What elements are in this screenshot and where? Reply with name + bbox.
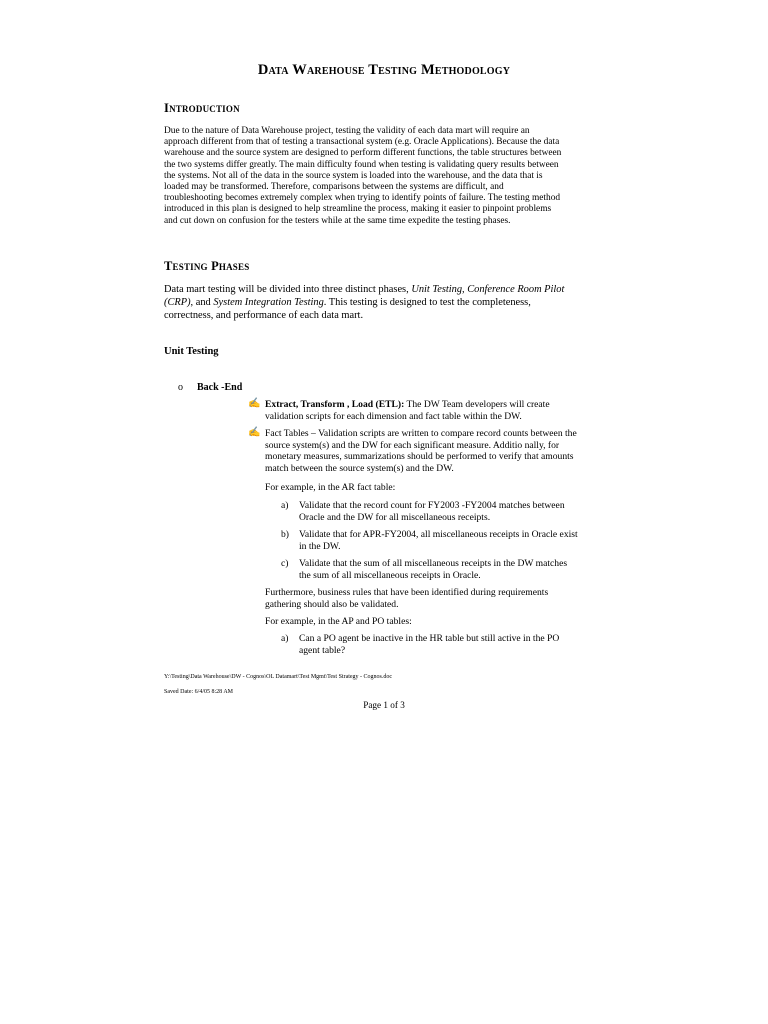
list-item-line: agent table? bbox=[299, 644, 346, 656]
list-item-line: in the DW. bbox=[299, 540, 341, 552]
list-item-line: the sum of all miscellaneous receipts in Oracle. bbox=[299, 569, 481, 581]
writing-hand-icon: ✍ bbox=[248, 398, 261, 409]
fact-line: match between the source system(s) and the DW. bbox=[265, 463, 454, 475]
phases-italic-text: (CRP) bbox=[164, 297, 191, 309]
etl-text: The DW Team developers will create bbox=[404, 399, 550, 410]
page-number: Page 1 of 3 bbox=[363, 700, 405, 710]
intro-line: the systems. Not all of the data in the source system is loaded into the warehouse, and the data that is bbox=[164, 170, 543, 181]
intro-line: and cut down on confusion for the testers while at the same time expedite the testing phases. bbox=[164, 215, 511, 226]
list-item-line: Oracle and the DW for all miscellaneous receipts. bbox=[299, 511, 491, 523]
list-item-text bbox=[299, 633, 609, 656]
document-title: Data Warehouse Testing Methodology bbox=[257, 62, 511, 78]
writing-hand-icon: ✍ bbox=[248, 427, 261, 438]
intro-line: the two systems differ greatly. The main difficulty found when testing is validating query results between bbox=[164, 159, 559, 170]
etl-item bbox=[265, 399, 610, 422]
intro-line: troubleshooting becomes extremely complex when trying to identify points of failure. The testing method bbox=[164, 193, 561, 204]
testing-phases-paragraph bbox=[164, 283, 594, 322]
phases-line-2 bbox=[164, 296, 594, 309]
etl-line-2: validation scripts for each dimension and fact table within the DW. bbox=[265, 410, 522, 422]
phases-italic-text: Unit Testing, Conference Room Pilot bbox=[411, 284, 565, 295]
footer-saved-date: Saved Date: 6/4/05 8:28 AM bbox=[164, 689, 233, 695]
phases-text: Data mart testing will be divided into three distinct phases, bbox=[164, 284, 412, 295]
fact-line: monetary measures, summarizations should be performed to verify that amounts bbox=[265, 451, 574, 463]
list-item-text bbox=[299, 558, 609, 581]
etl-label: Extract, Transform , Load (ETL): bbox=[265, 399, 405, 410]
list-item-line: Can a PO agent be inactive in the HR table but still active in the PO bbox=[299, 633, 560, 644]
testing-phases-heading: Testing Phases bbox=[164, 259, 250, 273]
footer-file-path: Y:\Testing\Data Warehouse\DW - Cognos\OL Datamart\Test Mgmt\Test Strategy - Cognos.doc bbox=[164, 674, 393, 680]
fact-line: source system(s) and the DW for each significant measure. Additio nally, for bbox=[265, 439, 560, 451]
phases-text: . This testing is designed to test the completeness, bbox=[323, 297, 531, 309]
phases-italic-text: System Integration Testing bbox=[213, 297, 324, 309]
list-marker: b) bbox=[281, 529, 289, 540]
phases-text: , and bbox=[190, 297, 214, 309]
fact-tables-item bbox=[265, 428, 610, 475]
list-marker: c) bbox=[281, 558, 289, 569]
list-marker: a) bbox=[281, 500, 289, 511]
list-item-line: Validate that the record count for FY2003 -FY2004 matches between bbox=[299, 500, 565, 511]
unit-testing-heading: Unit Testing bbox=[164, 346, 219, 357]
fact-line: Fact Tables – Validation scripts are written to compare record counts between the bbox=[265, 428, 577, 439]
phases-line-1 bbox=[164, 283, 594, 296]
circle-bullet-icon: o bbox=[178, 382, 183, 393]
intro-line: introduced in this plan is designed to help streamline the process, making it easier to pinpoint problems bbox=[164, 204, 552, 215]
furthermore-line: gathering should also be validated. bbox=[265, 598, 399, 610]
back-end-label: Back -End bbox=[197, 382, 243, 393]
list-marker: a) bbox=[281, 633, 289, 644]
list-item-line: Validate that the sum of all miscellaneous receipts in the DW matches bbox=[299, 558, 568, 569]
intro-line: Due to the nature of Data Warehouse project, testing the validity of each data mart will require an bbox=[164, 126, 530, 136]
list-item-line: Validate that for APR-FY2004, all miscellaneous receipts in Oracle exist bbox=[299, 529, 578, 540]
phases-line-3: correctness, and performance of each data mart. bbox=[164, 310, 364, 322]
list-item-text bbox=[299, 529, 609, 552]
example-ap-text: For example, in the AP and PO tables: bbox=[265, 616, 412, 627]
furthermore-line: Furthermore, business rules that have been identified during requirements bbox=[265, 587, 549, 598]
intro-line: warehouse and the source system are designed to perform different functions, the table structures between bbox=[164, 148, 562, 159]
furthermore-paragraph bbox=[265, 587, 610, 610]
introduction-heading: Introduction bbox=[164, 101, 240, 115]
intro-line: loaded may be transformed. Therefore, comparisons between the systems are difficult, and bbox=[164, 182, 504, 193]
example-ar-text: For example, in the AR fact table: bbox=[265, 482, 396, 493]
introduction-paragraph bbox=[164, 126, 614, 227]
list-item-text bbox=[299, 500, 609, 523]
intro-line: approach different from that of testing a transactional system (e.g. Oracle Applications). Because the data bbox=[164, 137, 560, 148]
etl-line-1 bbox=[265, 399, 610, 411]
